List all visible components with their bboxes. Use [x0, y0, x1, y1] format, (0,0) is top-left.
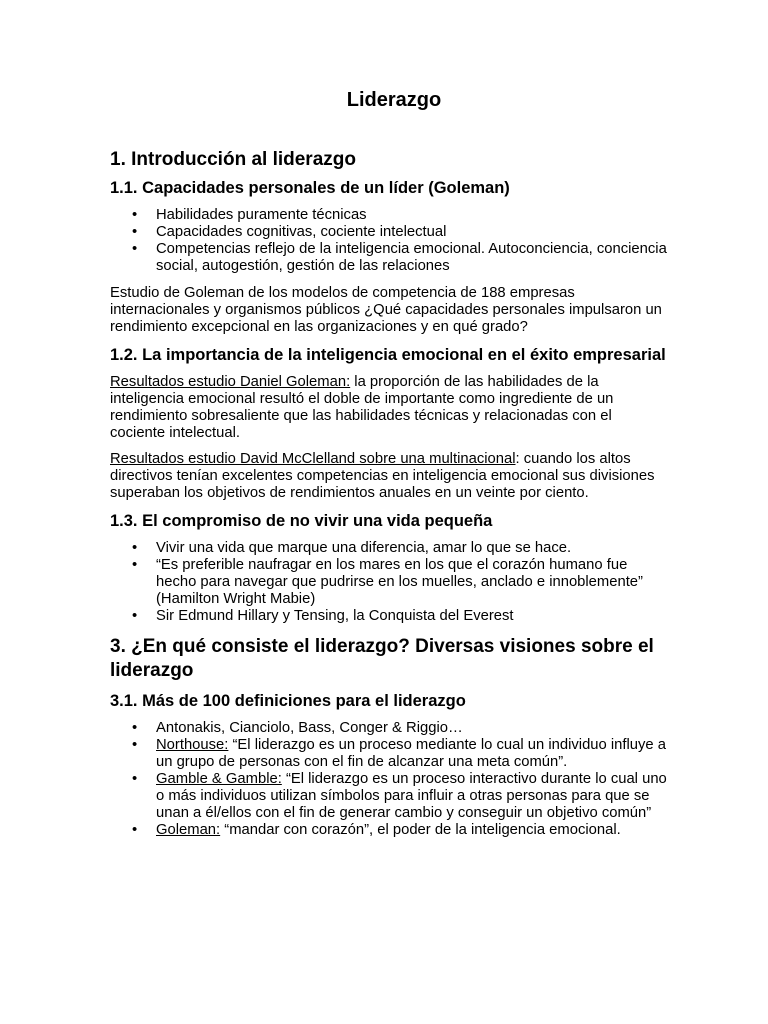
gamble-label: Gamble & Gamble: — [156, 771, 282, 787]
section-1-2-heading: 1.2. La importancia de la inteligencia emocional en el éxito empresarial — [110, 346, 666, 364]
goleman-results-paragraph — [110, 374, 670, 442]
document-body — [110, 86, 670, 849]
goleman-results-text: la proporción de las habilidades de la inteligencia emocional resultó el doble de importante como ingrediente de un rendimiento sobresaliente que las habilidades técnicas y relacionadas con el cociente intelectual. — [110, 374, 614, 441]
list-item: • “Es preferible naufragar en los mares en los que el corazón humano fue hecho para navegar que pudrirse en los muelles, anclado e innoblemente” (Hamilton Wright Mabie) — [110, 557, 670, 608]
mcclelland-results-label: Resultados estudio David McClelland sobre una multinacional — [110, 451, 516, 467]
list-item: • Capacidades cognitivas, cociente intelectual — [110, 224, 670, 241]
northouse-label: Northouse: — [156, 737, 229, 753]
goleman-study-paragraph: Estudio de Goleman de los modelos de competencia de 188 empresas internacionales y organismos públicos ¿Qué capacidades personales impulsaron un rendimiento excepcional en las organizaciones y en qué grado? — [110, 285, 662, 335]
list-item: • Sir Edmund Hillary y Tensing, la Conquista del Everest — [110, 608, 670, 625]
list-item — [110, 822, 670, 839]
section-1-heading: 1. Introducción al liderazgo — [110, 149, 356, 170]
compromiso-list — [110, 540, 670, 625]
goleman-text: “mandar con corazón”, el poder de la inteligencia emocional. — [220, 822, 621, 838]
gamble-text: “El liderazgo es un proceso interactivo durante lo cual uno o más individuos utilizan símbolos para influir a otras personas para que se unan a él/ellos con el fin de generar cambio y conseguir un objetivo común” — [156, 771, 667, 821]
list-item: • Antonakis, Cianciolo, Bass, Conger & Riggio… — [110, 720, 670, 737]
definiciones-list — [110, 720, 670, 839]
list-item — [110, 737, 670, 771]
mcclelland-results-text: : cuando los altos directivos tenían excelentes competencias en inteligencia emocional sus divisiones superaban los objetivos de rendimientos anuales en un veinte por ciento. — [110, 451, 655, 501]
capacidades-list — [110, 207, 670, 275]
section-3-1-heading: 3.1. Más de 100 definiciones para el liderazgo — [110, 692, 466, 710]
section-1-3-heading: 1.3. El compromiso de no vivir una vida pequeña — [110, 512, 493, 530]
northouse-text: “El liderazgo es un proceso mediante lo cual un individuo influye a un grupo de personas con el fin de alcanzar una meta común”. — [156, 737, 666, 770]
goleman-results-label: Resultados estudio Daniel Goleman: — [110, 374, 351, 390]
mcclelland-results-paragraph — [110, 451, 670, 502]
document-title: Liderazgo — [346, 89, 442, 111]
list-item: • Vivir una vida que marque una diferencia, amar lo que se hace. — [110, 540, 670, 557]
list-item — [110, 771, 670, 822]
list-item: • Competencias reflejo de la inteligencia emocional. Autoconciencia, conciencia social, autogestión, gestión de las relaciones — [110, 241, 670, 275]
section-3-heading: 3. ¿En qué consiste el liderazgo? Diversas visiones sobre el liderazgo — [110, 636, 654, 681]
list-item: • Habilidades puramente técnicas — [110, 207, 670, 224]
section-1-1-heading: 1.1. Capacidades personales de un líder (Goleman) — [110, 179, 510, 197]
goleman-label: Goleman: — [156, 822, 221, 838]
